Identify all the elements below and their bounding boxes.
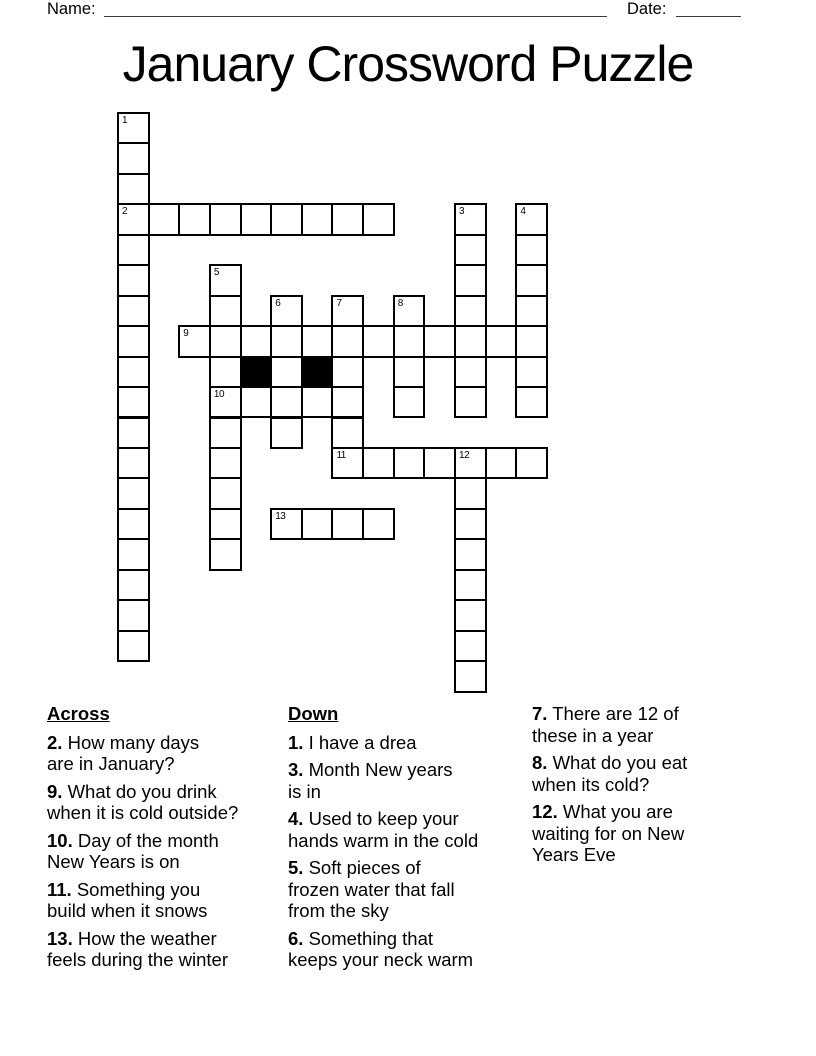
down-clues-continued-column: [532, 703, 744, 872]
crossword-cell[interactable]: [270, 386, 303, 418]
crossword-cell[interactable]: [117, 295, 150, 327]
crossword-cell[interactable]: [515, 325, 548, 357]
crossword-cell[interactable]: [117, 264, 150, 296]
crossword-cell[interactable]: [117, 142, 150, 174]
crossword-cell[interactable]: [454, 356, 487, 388]
crossword-cell[interactable]: [515, 234, 548, 266]
cell-number: 7: [336, 297, 342, 309]
clue-number: 2.: [47, 731, 63, 753]
crossword-cell[interactable]: [331, 508, 364, 540]
crossword-cell[interactable]: [117, 417, 150, 449]
clue-number: 5.: [288, 857, 304, 878]
crossword-cell[interactable]: [209, 386, 242, 418]
down-clue-list: [288, 732, 534, 971]
black-cell: [240, 356, 273, 388]
crossword-cell[interactable]: [240, 386, 273, 418]
crossword-cell[interactable]: [270, 508, 303, 540]
crossword-cell[interactable]: [454, 234, 487, 266]
crossword-cell[interactable]: [454, 477, 487, 509]
crossword-cell[interactable]: [117, 386, 150, 418]
crossword-cell[interactable]: [209, 417, 242, 449]
clue-6: 6. Something that keeps your neck warm: [288, 927, 474, 970]
clue-number: 10.: [47, 829, 73, 851]
crossword-cell[interactable]: [148, 203, 181, 235]
cell-number: 11: [336, 449, 346, 461]
crossword-cell[interactable]: [301, 203, 334, 235]
name-label: Name:: [47, 0, 96, 18]
crossword-cell[interactable]: [362, 508, 395, 540]
crossword-cell[interactable]: [117, 569, 150, 601]
crossword-cell[interactable]: [209, 264, 242, 296]
crossword-cell[interactable]: [331, 203, 364, 235]
crossword-cell[interactable]: [362, 325, 395, 357]
date-label: Date:: [627, 0, 667, 18]
crossword-cell[interactable]: [454, 325, 487, 357]
crossword-cell[interactable]: [117, 599, 150, 631]
clue-4: 4. Used to keep your hands warm in the cold: [288, 808, 479, 851]
clue-number: 7.: [532, 703, 548, 724]
crossword-cell[interactable]: [454, 599, 487, 631]
clue-12: 12. What you are waiting for on New Years Eve: [532, 801, 685, 865]
crossword-cell[interactable]: [393, 356, 426, 388]
crossword-cell[interactable]: [117, 356, 150, 388]
crossword-cell[interactable]: [117, 508, 150, 540]
crossword-cell[interactable]: [270, 203, 303, 235]
crossword-cell[interactable]: [515, 356, 548, 388]
cell-number: 12: [459, 449, 470, 461]
crossword-cell[interactable]: [515, 447, 548, 479]
crossword-cell[interactable]: [117, 325, 150, 357]
crossword-cell[interactable]: [454, 264, 487, 296]
clue-1: 1. I have a drea: [288, 731, 417, 753]
crossword-cell[interactable]: [270, 325, 303, 357]
crossword-cell[interactable]: [331, 356, 364, 388]
crossword-cell[interactable]: [331, 295, 364, 327]
crossword-cell[interactable]: [270, 295, 303, 327]
cell-number: 13: [275, 510, 286, 522]
crossword-cell[interactable]: [393, 447, 426, 479]
cell-number: 1: [122, 115, 128, 126]
black-cell: [301, 356, 334, 388]
down-clue-continued-list: [532, 703, 744, 866]
crossword-cell[interactable]: [393, 295, 426, 327]
crossword-cell[interactable]: [515, 386, 548, 418]
crossword-cell[interactable]: [301, 386, 334, 418]
crossword-cell[interactable]: [454, 386, 487, 418]
cell-number: 2: [122, 206, 128, 218]
crossword-cell[interactable]: [117, 234, 150, 266]
crossword-cell[interactable]: [423, 447, 456, 479]
crossword-cell[interactable]: [362, 447, 395, 479]
clue-7: 7. There are 12 of these in a year: [532, 703, 679, 746]
crossword-cell[interactable]: [117, 112, 150, 144]
across-clues-column: [47, 703, 281, 977]
down-heading: Down: [288, 703, 339, 724]
clue-13: 13. How the weather feels during the winter: [47, 927, 228, 970]
clue-number: 11.: [47, 878, 72, 900]
crossword-cell[interactable]: [117, 477, 150, 509]
crossword-cell[interactable]: [209, 477, 242, 509]
clue-9: 9. What do you drink when it is cold outside?: [47, 780, 239, 823]
cell-number: 4: [520, 206, 526, 218]
clue-number: 4.: [288, 808, 304, 829]
crossword-cell[interactable]: [331, 417, 364, 449]
crossword-cell[interactable]: [454, 295, 487, 327]
crossword-cell[interactable]: [117, 630, 150, 662]
crossword-cell[interactable]: [240, 325, 273, 357]
crossword-cell[interactable]: [423, 325, 456, 357]
clue-number: 3.: [288, 759, 304, 780]
crossword-cell[interactable]: [209, 325, 242, 357]
across-heading: Across: [47, 703, 110, 724]
clue-number: 8.: [532, 752, 548, 773]
crossword-cell[interactable]: [454, 569, 487, 601]
crossword-cell[interactable]: [178, 203, 211, 235]
cell-number: 8: [397, 297, 403, 309]
crossword-cell[interactable]: [454, 660, 487, 692]
clue-5: 5. Soft pieces of frozen water that fall from the sky: [288, 857, 455, 921]
crossword-cell[interactable]: [331, 386, 364, 418]
crossword-cell[interactable]: [209, 508, 242, 540]
crossword-cell[interactable]: [393, 325, 426, 357]
crossword-cell[interactable]: [209, 538, 242, 570]
crossword-cell[interactable]: [515, 264, 548, 296]
crossword-cell[interactable]: [209, 447, 242, 479]
crossword-cell[interactable]: [515, 295, 548, 327]
clue-number: 13.: [47, 927, 73, 949]
cell-number: 5: [213, 267, 219, 279]
crossword-cell[interactable]: [240, 203, 273, 235]
crossword-cell[interactable]: [117, 203, 150, 235]
crossword-cell[interactable]: [178, 325, 211, 357]
crossword-cell[interactable]: [117, 173, 150, 205]
crossword-cell[interactable]: [301, 325, 334, 357]
crossword-cell[interactable]: [454, 630, 487, 662]
crossword-cell[interactable]: [209, 295, 242, 327]
clue-11: 11. Something you build when it snows: [47, 878, 208, 921]
crossword-cell[interactable]: [301, 508, 334, 540]
clue-number: 9.: [47, 780, 63, 802]
crossword-cell[interactable]: [485, 325, 518, 357]
crossword-cell[interactable]: [454, 508, 487, 540]
crossword-cell[interactable]: [515, 203, 548, 235]
crossword-cell[interactable]: [454, 447, 487, 479]
clue-number: 6.: [288, 927, 304, 949]
cell-number: 6: [275, 297, 281, 309]
clue-8: 8. What do you eat when its cold?: [532, 752, 688, 795]
crossword-cell[interactable]: [454, 203, 487, 235]
clue-2: 2. How many days are in January?: [47, 731, 200, 774]
crossword-cell[interactable]: [362, 203, 395, 235]
cell-number: 9: [183, 328, 189, 340]
cell-number: 10: [213, 389, 225, 401]
page-title: January Crossword Puzzle: [122, 36, 694, 92]
crossword-cell[interactable]: [209, 203, 242, 235]
crossword-cell[interactable]: [331, 447, 364, 479]
crossword-cell[interactable]: [270, 417, 303, 449]
crossword-cell[interactable]: [117, 447, 150, 479]
across-clue-list: [47, 732, 281, 971]
cell-number: 3: [459, 206, 465, 218]
crossword-cell[interactable]: [331, 325, 364, 357]
clue-3: 3. Month New years is in: [288, 759, 453, 802]
crossword-cell[interactable]: [393, 386, 426, 418]
crossword-cell[interactable]: [454, 538, 487, 570]
down-clues-column: [288, 703, 534, 977]
clue-number: 12.: [532, 801, 558, 822]
crossword-cell[interactable]: [485, 447, 518, 479]
clue-number: 1.: [288, 731, 304, 753]
crossword-cell[interactable]: [270, 356, 303, 388]
crossword-cell[interactable]: [117, 538, 150, 570]
clue-10: 10. Day of the month New Years is on: [47, 829, 219, 872]
crossword-cell[interactable]: [209, 356, 242, 388]
